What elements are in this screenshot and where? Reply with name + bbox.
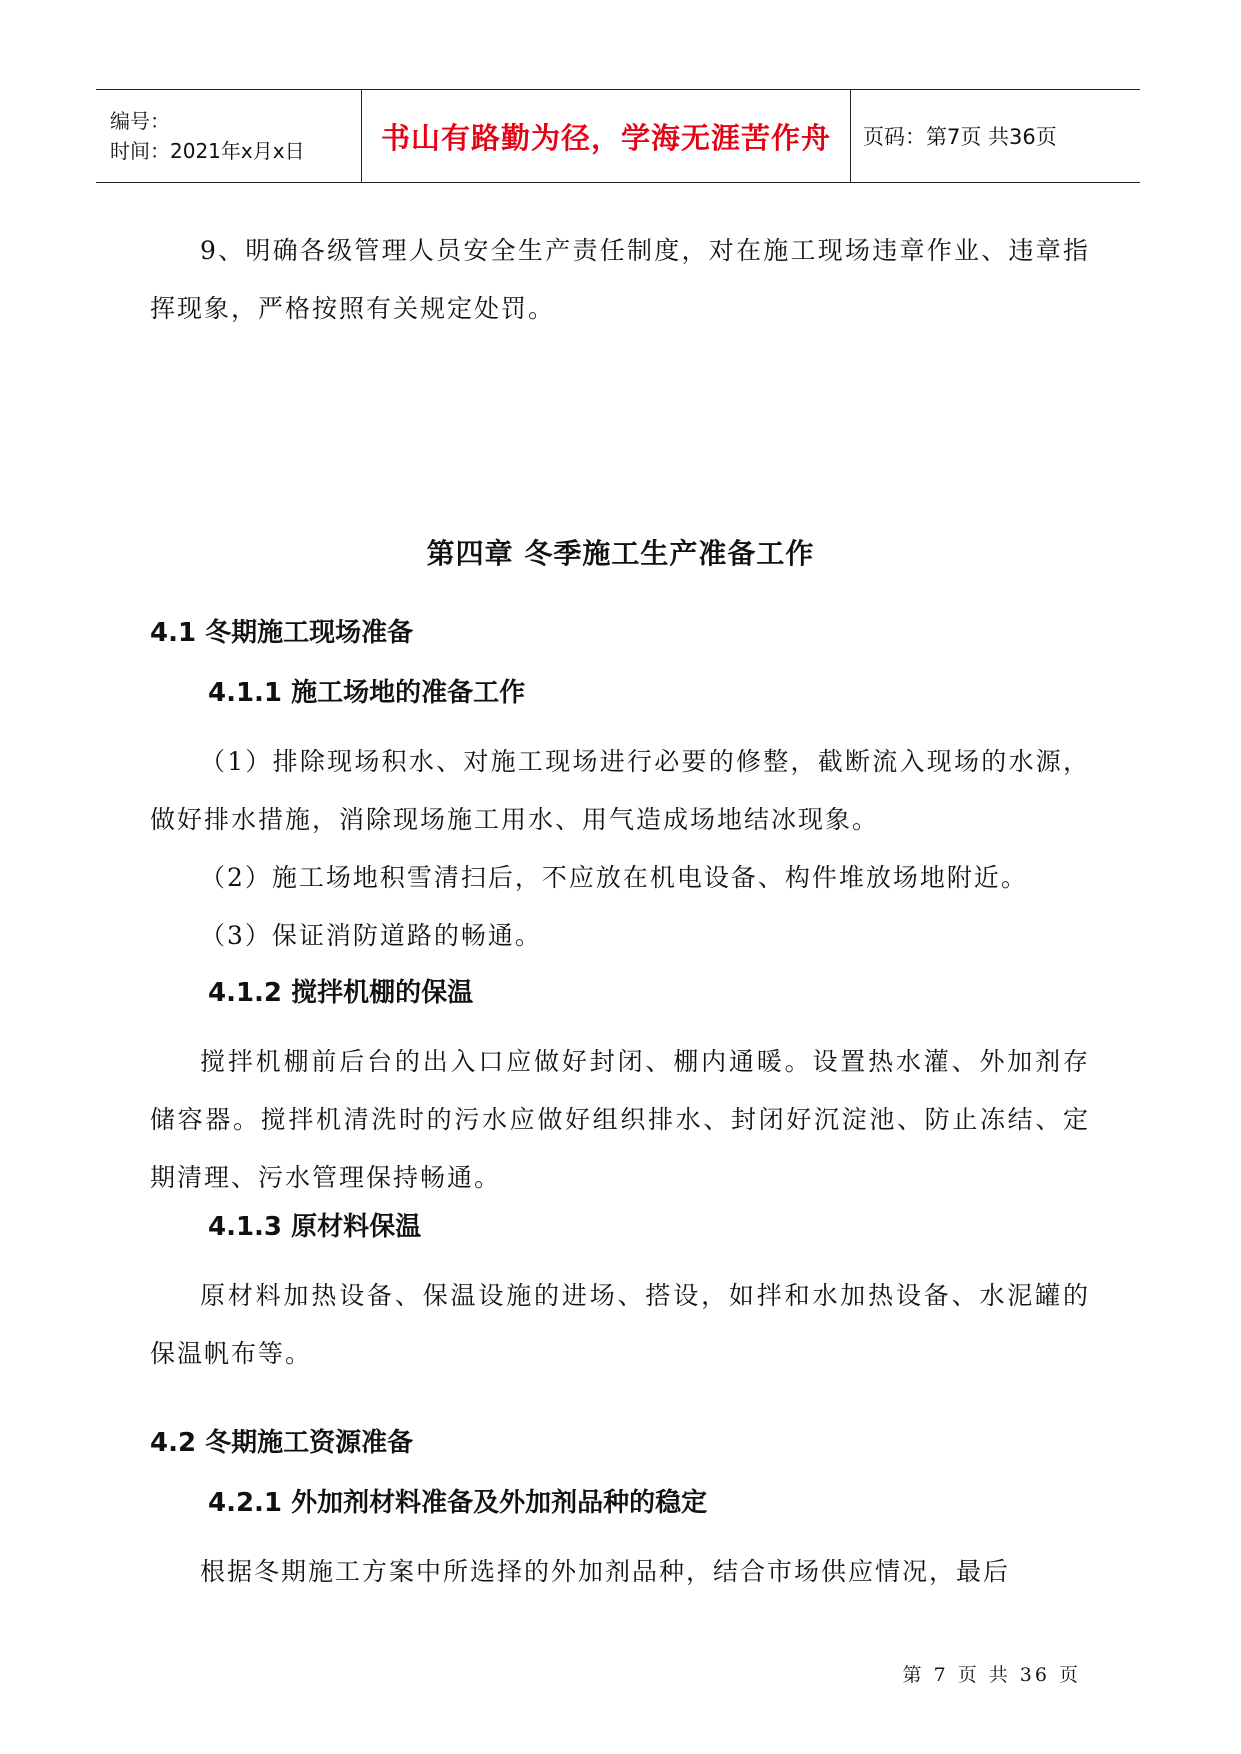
time-label: 时间：2021年x月x日 xyxy=(110,139,305,163)
section-4-2-1-body xyxy=(150,1543,1090,1601)
section-4-2-title: 4.2 冬期施工资源准备 xyxy=(150,1428,414,1458)
header-page-cell xyxy=(851,90,1140,182)
section-4-1-3-title: 4.1.3 原材料保温 xyxy=(208,1212,422,1242)
section-4-1-3-text: 原材料加热设备、保温设施的进场、搭设，如拌和水加热设备、水泥罐的保温帆布等。 xyxy=(150,1281,1090,1368)
section-4-1-2-title: 4.1.2 搅拌机棚的保温 xyxy=(208,978,474,1008)
motto: 书山有路勤为径，学海无涯苦作舟 xyxy=(380,120,831,155)
intro-paragraph: 9、明确各级管理人员安全生产责任制度，对在施工现场违章作业、违章指挥现象，严格按照有关规定处罚。 xyxy=(150,236,1090,323)
section-4-1-2-text: 搅拌机棚前后台的出入口应做好封闭、棚内通暖。设置热水灌、外加剂存储容器。搅拌机清洗时的污水应做好组织排水、封闭好沉淀池、防止冻结、定期清理、污水管理保持畅通。 xyxy=(150,1047,1090,1192)
section-4-1-2-body xyxy=(150,1033,1090,1207)
header-table xyxy=(96,89,1140,183)
number-label: 编号： xyxy=(110,109,170,133)
list-item: （3）保证消防道路的畅通。 xyxy=(200,921,542,950)
section-4-2-1-text: 根据冬期施工方案中所选择的外加剂品种，结合市场供应情况，最后 xyxy=(200,1557,1011,1586)
section-4-2-1-title: 4.2.1 外加剂材料准备及外加剂品种的稳定 xyxy=(208,1488,708,1518)
section-4-1-1-title: 4.1.1 施工场地的准备工作 xyxy=(208,678,526,708)
section-4-1-title: 4.1 冬期施工现场准备 xyxy=(150,618,414,648)
intro-block xyxy=(150,222,1090,338)
section-4-1-3-body xyxy=(150,1267,1090,1383)
header-motto-cell xyxy=(361,90,851,182)
header-left-cell xyxy=(96,90,361,182)
list-item: （1）排除现场积水、对施工现场进行必要的修整，截断流入现场的水源，做好排水措施，消除现场施工用水、用气造成场地结冰现象。 xyxy=(150,747,1090,834)
chapter-title: 第四章 冬季施工生产准备工作 xyxy=(426,537,815,570)
page-label: 页码：第7页 共36页 xyxy=(863,125,1057,149)
list-item: （2）施工场地积雪清扫后，不应放在机电设备、构件堆放场地附近。 xyxy=(200,863,1028,892)
section-4-1-1-body xyxy=(150,733,1090,965)
page-footer: 第 7 页 共 36 页 xyxy=(902,1664,1081,1686)
